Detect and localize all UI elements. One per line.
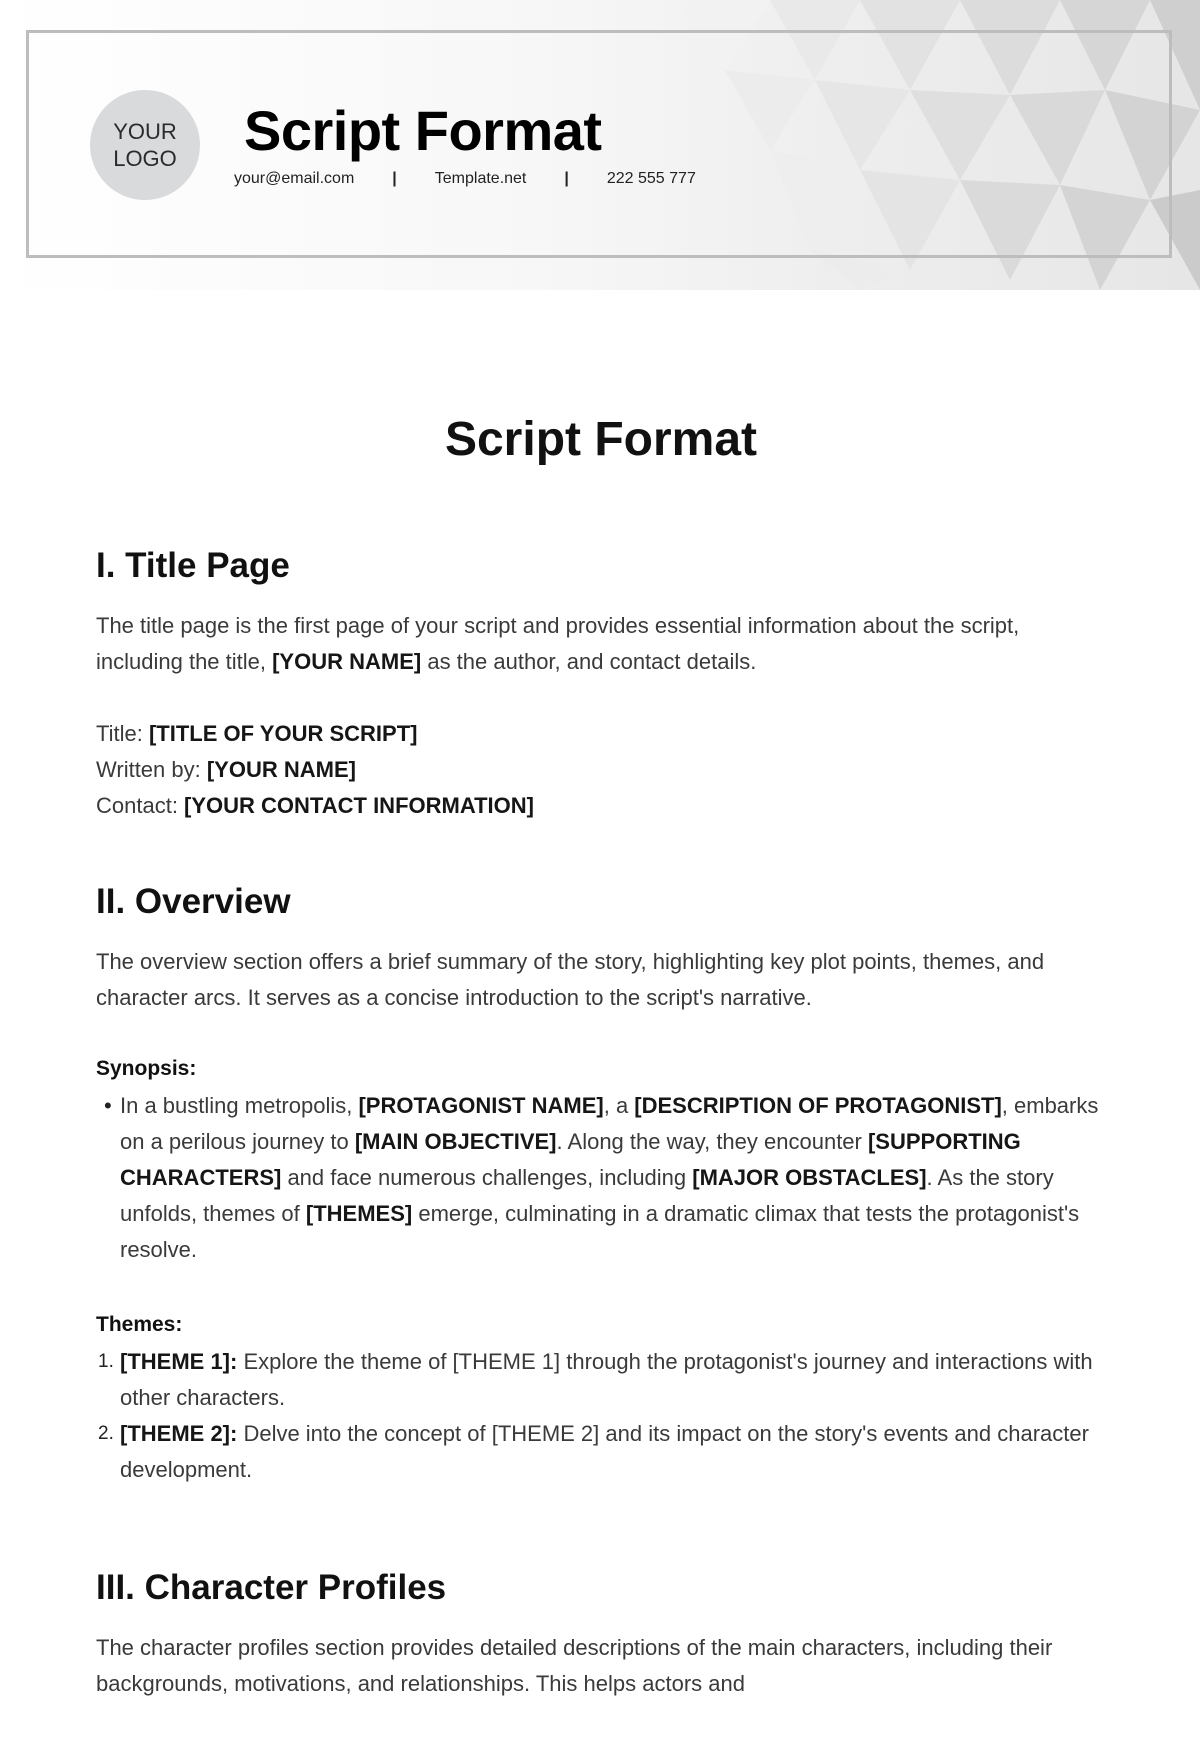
intro-placeholder: [YOUR NAME] <box>272 649 422 674</box>
synopsis-placeholder: [DESCRIPTION OF PROTAGONIST] <box>634 1093 1002 1118</box>
themes-list <box>96 1344 1106 1488</box>
document-body <box>96 410 1106 1738</box>
synopsis-placeholder: [THEMES] <box>305 1201 413 1226</box>
field-label: Contact: <box>96 793 185 818</box>
separator: | <box>564 170 569 187</box>
overview-intro: The overview section offers a brief summary of the story, highlighting key plot points, themes, and character arcs. It serves as a concise introduction to the script's narrative. <box>96 949 1045 1010</box>
character-profiles-intro: The character profiles section provides detailed descriptions of the main characters, including their backgrounds, motivations, and relationships. This helps actors and <box>96 1635 1053 1696</box>
synopsis-list <box>96 1088 1106 1268</box>
list-number: 2. <box>98 1423 114 1444</box>
email-text: your@email.com <box>234 170 355 187</box>
list-item <box>120 1088 1106 1268</box>
phone-text: 222 555 777 <box>606 170 696 187</box>
contact-row <box>234 170 696 188</box>
synopsis-placeholder: [MAJOR OBSTACLES] <box>692 1165 927 1190</box>
theme-text: Explore the theme of [THEME 1] through the protagonist's journey and interactions with other characters. <box>120 1349 1093 1410</box>
synopsis-placeholder: [SUPPORTING CHARACTERS] <box>120 1129 1021 1190</box>
title-page-fields <box>96 716 1106 824</box>
section-heading-title-page: I. Title Page <box>96 546 290 585</box>
synopsis-placeholder: [PROTAGONIST NAME] <box>358 1093 604 1118</box>
document-title: Script Format <box>444 413 758 466</box>
header-banner <box>0 0 1200 290</box>
intro-text: as the author, and contact details. <box>421 649 757 674</box>
section-heading-character-profiles: III. Character Profiles <box>96 1568 447 1607</box>
theme-text: Delve into the concept of [THEME 2] and its impact on the story's events and character development. <box>120 1421 1089 1482</box>
list-number: 1. <box>98 1351 114 1372</box>
field-value: [YOUR CONTACT INFORMATION] <box>184 793 534 818</box>
field-value: [YOUR NAME] <box>206 757 356 782</box>
synopsis-label: Synopsis: <box>96 1057 197 1080</box>
field-written-by <box>96 752 1106 788</box>
theme-label: [THEME 1]: <box>120 1349 238 1374</box>
field-label: Title: <box>96 721 149 746</box>
section-heading-overview: II. Overview <box>96 882 291 921</box>
field-label: Written by: <box>96 757 207 782</box>
themes-label: Themes: <box>96 1313 183 1336</box>
synopsis-text: . As the story unfolds, themes of <box>120 1165 1054 1226</box>
synopsis-text: , a <box>603 1093 635 1118</box>
synopsis-text: . Along the way, they encounter <box>556 1129 868 1154</box>
synopsis-text: emerge, culminating in a dramatic climax that tests the protagonist's resolve. <box>120 1201 1080 1262</box>
theme-label: [THEME 2]: <box>120 1421 238 1446</box>
header-title: Script Format <box>244 99 602 162</box>
synopsis-text: , embarks on a perilous journey to <box>120 1093 1099 1154</box>
title-page-intro <box>96 608 1106 680</box>
separator: | <box>392 170 397 187</box>
website-text: Template.net <box>434 170 527 187</box>
synopsis-text: In a bustling metropolis, <box>120 1093 359 1118</box>
logo-placeholder: YOUR LOGO <box>90 90 200 200</box>
field-title <box>96 716 1106 752</box>
synopsis-placeholder: [MAIN OBJECTIVE] <box>354 1129 557 1154</box>
field-contact <box>96 788 1106 824</box>
intro-text: The title page is the first page of your script and provides essential information about the script, including the title, <box>96 613 1020 674</box>
list-item <box>98 1344 1106 1416</box>
synopsis-text: and face numerous challenges, including <box>281 1165 693 1190</box>
field-value: [TITLE OF YOUR SCRIPT] <box>148 721 418 746</box>
list-item <box>98 1416 1106 1488</box>
